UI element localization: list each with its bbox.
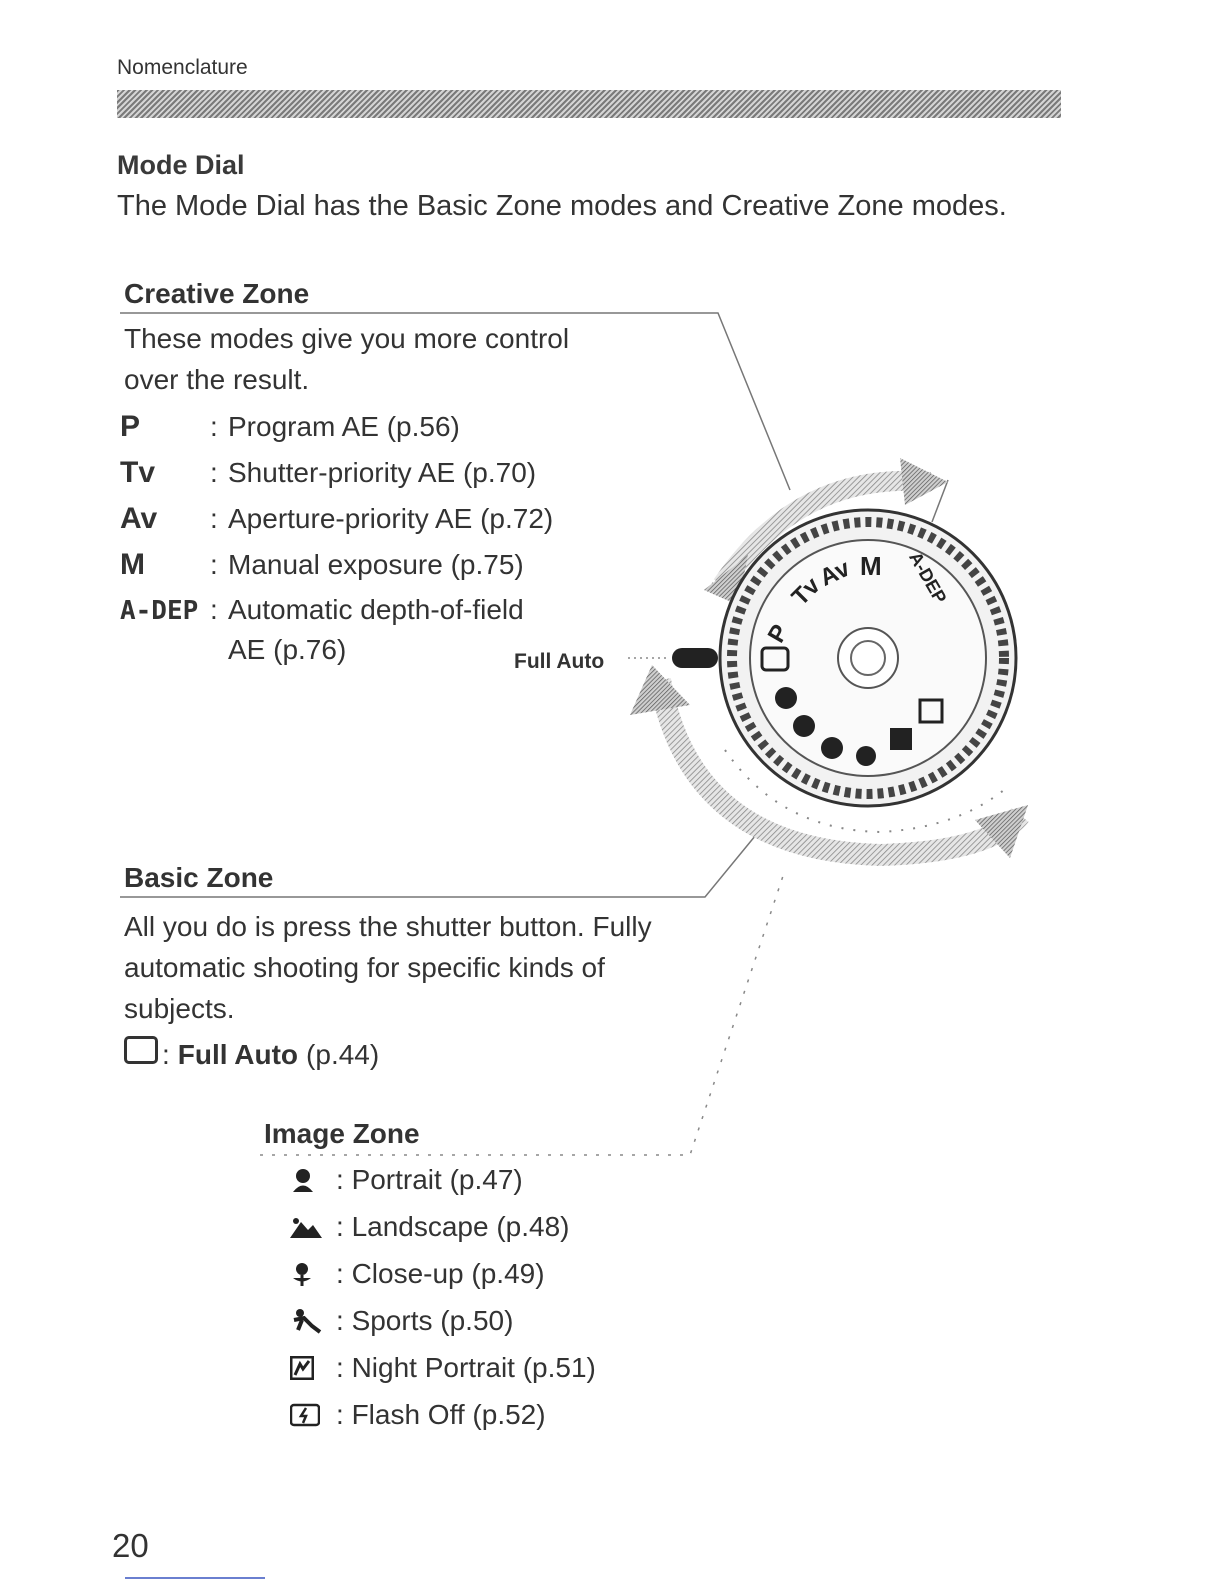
mode-text: Manual exposure (p.75) [228, 549, 524, 580]
full-auto-icon [124, 1036, 158, 1064]
item-text: Flash Off (p.52) [351, 1398, 546, 1430]
sports-icon [290, 1308, 336, 1334]
item-text: Sports (p.50) [351, 1304, 514, 1336]
svg-text:A-DEP: A-DEP [905, 548, 951, 607]
svg-text:P: P [762, 620, 795, 648]
basic-zone-desc-line: All you do is press the shutter button. Fully [124, 911, 652, 942]
footer-line [125, 1577, 265, 1579]
mode-row-manual: M : Manual exposure (p.75) [120, 548, 524, 581]
mode-symbol: Tv [120, 456, 156, 489]
image-zone-item-night-portrait: : Night Portrait (p.51) [290, 1344, 596, 1391]
mode-row-shutter-priority: Tv : Shutter-priority AE (p.70) [120, 456, 537, 489]
page-number: 20 [112, 1527, 149, 1564]
landscape-icon [290, 1216, 336, 1238]
svg-text:Tv: Tv [786, 572, 826, 612]
basic-zone-description [124, 906, 652, 1029]
image-zone-item-portrait: : Portrait (p.47) [290, 1156, 596, 1203]
item-text: Portrait (p.47) [351, 1163, 523, 1195]
creative-zone-desc-line: These modes give you more control [124, 323, 570, 354]
mode-row-aperture-priority: Av : Aperture-priority AE (p.72) [120, 502, 554, 535]
creative-zone-description [124, 318, 569, 400]
mode-row-a-dep: A-DEP : Automatic depth-of-field [120, 594, 524, 626]
section-title: Mode Dial [117, 150, 245, 180]
basic-zone-heading: Basic Zone [124, 862, 274, 893]
flash-off-icon [290, 1403, 336, 1427]
basic-zone-desc-line: automatic shooting for specific kinds of [124, 952, 605, 983]
dial-full-auto-label: Full Auto [514, 650, 605, 673]
svg-text:Av: Av [815, 554, 855, 592]
mode-text: Aperture-priority AE (p.72) [228, 503, 554, 534]
item-text: Close-up (p.49) [351, 1257, 545, 1289]
basic-arrow-head-top [630, 665, 690, 715]
image-zone-item-sports: : Sports (p.50) [290, 1297, 596, 1344]
mode-symbol: Av [120, 502, 158, 535]
image-zone-heading: Image Zone [264, 1118, 420, 1149]
full-auto-row: : Full Auto (p.44) [124, 1036, 379, 1071]
night-portrait-icon [290, 1356, 336, 1380]
item-text: Landscape (p.48) [351, 1210, 570, 1242]
running-header: Nomenclature [117, 56, 248, 79]
image-zone-item-flash-off: : Flash Off (p.52) [290, 1391, 596, 1438]
mode-row-a-dep-cont [120, 634, 553, 674]
creative-zone-heading: Creative Zone [124, 278, 310, 309]
image-zone-list [290, 1156, 596, 1438]
section-intro: The Mode Dial has the Basic Zone modes and Creative Zone modes. [117, 190, 1007, 222]
svg-text:M: M [860, 551, 882, 581]
mode-symbol: A-DEP [120, 596, 199, 626]
mode-row-program: P : Program AE (p.56) [120, 410, 460, 443]
mode-text: Automatic depth-of-field [228, 594, 524, 625]
dial-center-inner [851, 641, 885, 675]
full-auto-ref: (p.44) [306, 1039, 380, 1070]
mode-symbol: P [120, 410, 141, 443]
mode-text: AE (p.76) [228, 634, 347, 665]
creative-zone-mode-list [120, 410, 553, 674]
image-zone-item-close-up: : Close-up (p.49) [290, 1250, 596, 1297]
image-zone-item-landscape: : Landscape (p.48) [290, 1203, 596, 1250]
full-auto-label: Full Auto [177, 1039, 299, 1070]
dial-index-mark [672, 648, 718, 668]
portrait-icon [290, 1167, 336, 1193]
mode-text: Shutter-priority AE (p.70) [228, 457, 537, 488]
mode-text: Program AE (p.56) [228, 411, 460, 442]
mode-symbol: M [120, 548, 145, 581]
creative-zone-desc-line: over the result. [124, 364, 310, 395]
item-text: Night Portrait (p.51) [351, 1351, 596, 1383]
close-up-icon [290, 1261, 336, 1287]
basic-zone-desc-line: subjects. [124, 993, 235, 1024]
